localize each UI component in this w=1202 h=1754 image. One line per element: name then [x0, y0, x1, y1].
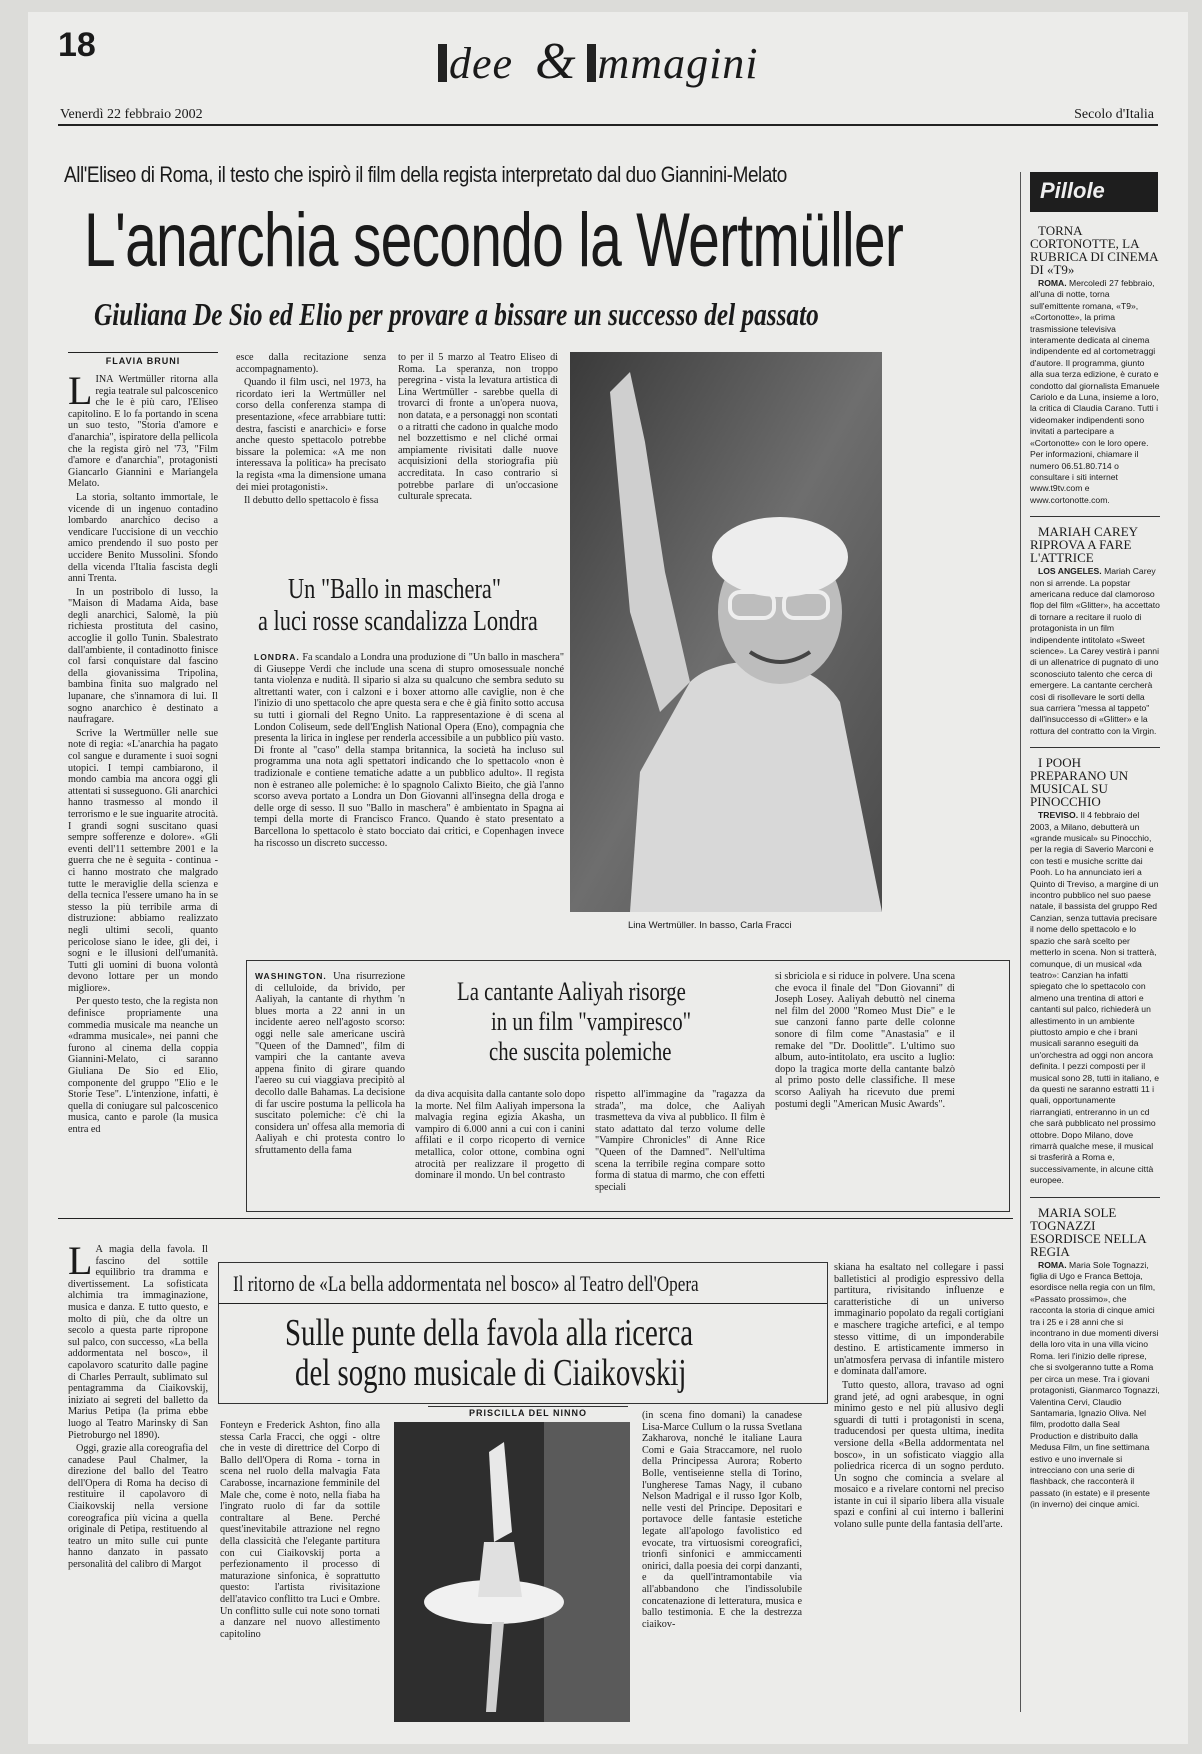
aaliyah-col-3	[595, 1089, 765, 1205]
pillole-rule-3	[1030, 1197, 1160, 1198]
pillola-body-4: Maria Sole Tognazzi, figlia di Ugo e Franca Bettoja, esordisce nella regia con un film, «Passato prossimo», che racconta la storia di cinque amici tra i 25 e i 28 anni che si incontrano in due momenti diversi della loro vita in una villa vicino Roma. Ieri l'inizio delle riprese, che si svolgeranno tutte a Roma per circa un mese. Tra i giovani protagonisti, Gianmarco Tognazzi, Valentina Cervi, Claudio Santamaria, Ignazio Oliva. Nel film, prodotto dalla Seal Production e distribuito dalla Medusa Film, un fine settimana estivo e uno invernale si intrecciano con una serie di flashback, che racconterà il passato (in estate) e il presente (in inverno) dei cinque amici.	[1030, 1259, 1160, 1510]
ballet-text-1: A magia della favola. Il fascino del sottile equilibrio tra dramma e divertissement. La sofisticata alchimia tra immaginazione, musica e danza. E tutto questo, e molto di più, che da oltre un secolo a questa parte ripropone sul palco, con successo, «La bella addormentata nel bosco», il capolavoro scaturito dalle pagine di Charles Perrault, sublimato sul pentagramma da Ciaikovskij, iniziato ai segreti del balletto da Marius Petipa (la prima ebbe luogo al Teatro Marinsky di San Pietroburgo nel 1890).	[68, 1244, 208, 1441]
ballo-body	[254, 652, 564, 938]
pillola-body-1: Mercoledì 27 febbraio, all'una di notte, torna sull'emittente romana, «T9», «Cortonotte», la prima trasmissione televisiva interamente dedicata al cinema indipendente ed al cortometraggi d'autore. Il programma, giunto alla sua terza edizione, è curato e condotto dal giornalista Emanuele Cariolo e da Luna, insieme a loro, la critica di Claudia Carano. Tutti i videomaker indipendenti sono invitati a partecipare a «Cortonotte» con le loro opere. Per informazioni, chiamare il numero 06.51.80.714 o consultare i siti internet www.t9tv.com e www.cortonotte.com.	[1030, 278, 1160, 505]
aaliyah-text-1: Una risurrezione di celluloide, da brivido, per Aaliyah, la cantante di rhythm 'n blues morta a 22 anni in un incidente aereo nell'agosto scorso: oggi nelle sale americane uscirà "Queen of the Damned", film di vampiri che la cantante aveva appena finito di girare quando l'aereo su cui viaggiava precipitò al decollo dalle Bahamas. La decisione di far uscire postuma la pellicola ha suscitato polemiche: c'è chi la considera un' offesa alla memoria di Aaliyah e chi protesta contro lo sfruttamento della fama	[255, 971, 405, 1156]
main-headline: L'anarchia secondo la Wertmüller	[84, 198, 904, 283]
ballet-text-4: skiana ha esaltato nel collegare i passi balletistici al prodigio espressivo della partitura, rivisitando influenze e caratteristiche di un universo immaginario popolato da regali cortigiani e maschere tragiche artefici, e al tempo stesso vittime, di un imponderabile destino. E artisticamente immerso in un'atmosfera pervasa di infantile mistero e dominata dall'amore.	[834, 1262, 1004, 1378]
main-col1-p1: INA Wertmüller ritorna alla regia teatrale sul palcoscenico che le è più caro, l'Eliseo capitolino. E lo fa portando in scena un suo testo, "Storia d'amore e d'anarchia", ispiratore della pellicola che la regista girò nel '73, "Film d'amore e d'anarchia", protagonisti Giancarlo Giannini e Mariangela Melato.	[68, 374, 218, 490]
ballo-article-box	[246, 552, 564, 940]
ballet-kicker-rule	[219, 1303, 827, 1304]
pillole-column	[1030, 224, 1160, 1724]
pillole-rule-2	[1030, 747, 1160, 748]
aaliyah-headline-2: in un film "vampiresco"	[491, 1007, 692, 1036]
section-ampersand: &	[535, 33, 577, 90]
main-col2-p1: esce dalla recitazione senza accompagnamento).	[236, 352, 386, 375]
ballet-headline-2: del sogno musicale di Ciaikovskij	[295, 1352, 687, 1394]
header-rule	[58, 124, 1158, 126]
main-col2-p2: Quando il film uscì, nel 1973, ha ricordato ieri la Wertmüller nel corso della conferenza stampa di presentazione, «fece arrabbiare tutti: destra, fascisti e anarchici» e forse anche questo spettacolo potrebbe bissare la polemica: «A me non interessava la politica» ha precisato la regista «ma la dimensione umana dei miei protagonisti».	[236, 377, 386, 493]
main-col-2	[236, 352, 386, 542]
aaliyah-headline-1: La cantante Aaliyah risorge	[457, 977, 686, 1006]
ballet-headline-box	[218, 1262, 828, 1404]
aaliyah-text-3: rispetto all'immagine da "ragazza da strada", ma dolce, che Aaliyah trasmetteva da viva al pubblico. Il film è stato adattato dal terzo volume delle "Vampire Chronicles" di Anne Rice "Queen of the Damned". Nell'ultima scena la terribile regina compare sotto forma di statua di marmo, che con effetti speciali	[595, 1089, 765, 1193]
ballet-top-rule	[58, 1218, 1013, 1219]
pillole-header	[1030, 172, 1158, 212]
aaliyah-col-4	[775, 971, 955, 1205]
pillola-dateline-1: ROMA.	[1038, 278, 1067, 288]
ballet-kicker: Il ritorno de «La bella addormentata nel bosco» al Teatro dell'Opera	[233, 1271, 699, 1296]
ballet-col-4	[834, 1262, 1004, 1724]
photo-carla-fracci	[394, 1422, 630, 1722]
newspaper-page	[28, 12, 1188, 1744]
pillola-headline-3: I POOH PREPARANO UN MUSICAL SU PINOCCHIO	[1030, 755, 1129, 810]
ballet-text-4b: Tutto questo, allora, travaso ad ogni grand jeté, ad ogni arabesque, in ogni minimo gesto e nel più allusivo degli sguardi di tutti i protagonisti in scena, traducendosi per questa ultima, inedita versione della «Bella addormentata nel bosco», in un sofisticato viaggio alla poliedrica ricerca di un sogno perduto. Un sogno che comincia a svelare al mosaico e a rivelare contorni nel preciso istante in cui il sipario libera alla visuale spazi e confini al cui interno i ballerini volano sulle punte della fantasia dell'arte.	[834, 1379, 1004, 1531]
ballo-headline-2: a luci rosse scandalizza Londra	[258, 606, 538, 637]
pillola-dateline-3: TREVISO.	[1038, 810, 1079, 821]
aaliyah-dateline: WASHINGTON.	[255, 971, 327, 981]
main-author: FLAVIA BRUNI	[105, 356, 181, 366]
main-col1-p4: Scrive la Wertmüller nelle sue note di regia: «L'anarchia ha pagato col sangue e duramente i suoi sogni utopici. I tempi cambiarono, il mondo cambia ma ancora oggi gli attentati si susseguono. Gli anarchici hanno trasmesso al mondo il terrorismo e le sue inguarite atrocità. I grandi sogni suscitano quasi sempre sofferenze e dolore». «Gli eventi dell'11 settembre 2001 e la guerra che ne è seguita - continua - ci hanno mostrato che malgrado tutte le meraviglie della scienza e della tecnica l'essere umano ha in se stesso la più terribile arma di distruzione: abbiamo realizzato negli ultimi secoli, quanto pericolose siano le idee, gli dei, i sogni e le illusioni dell'umanità. Tutti gli uomini di buona volontà devono lottare per un mondo migliore».	[68, 727, 218, 994]
section-bar-i	[438, 44, 447, 82]
pillola-item-1	[1030, 224, 1160, 506]
header-date: Venerdì 22 febbraio 2002	[60, 107, 203, 122]
aaliyah-article-box	[246, 960, 1010, 1212]
pillola-dateline-4: ROMA.	[1038, 1259, 1067, 1270]
pillola-body-2: Mariah Carey non si arrende. La popstar americana reduce dal clamoroso flop del film «Glitter», ha accettato di tornare a recitare il ruolo di protagonista in un film indipendente intitolato «Sweet science». La Carey vestirà i panni di un allenatrice di pugnato di uno sconosciuto talento che cerca di emergere. La cantante cercherà così di risollevare le sorti della sua carriera "messa al tappeto" dall'insuccesso di «Glitter» e la rottura del contratto con la Virgin.	[1030, 566, 1160, 736]
pillola-body-3: Il 4 febbraio del 2003, a Milano, debutterà un «grande musical» su Pinocchio, per la regia di Saverio Marconi e con testi e musiche scritte dai Pooh. Lo ha annunciato ieri a Quinto di Treviso, a margine di un incontro pubblico nel suo paese natale, il bassista del gruppo Red Canzian, senza tuttavia precisare il nome dello spettacolo e lo spazio che sarà scelto per metterlo in scena. Non si tratterà, comunque, di un musical «da teatro»: Canzian ha infatti spiegato che lo spettacolo con almeno una trentina di attori e cantanti sul palco, richiederà un allestimento in un ambiente piuttosto ampio e che i brani musicali saranno eseguiti da un'orchestra ad oggi non ancora definita. I pezzi composti per il musical sono 28, tutti in italiano, e da questi ne saranno estratti 11 i quali, opportunamente riarrangiati, entreranno in un cd che sarà pubblicato nel prossimo ottobre. Dopo Milano, dove rimarrà qualche mese, il musical si trasferirà a Roma e, successivamente, in alcune città europee.	[1030, 810, 1159, 1186]
pillole-title: Pillole	[1040, 178, 1105, 203]
photo-main-caption: Lina Wertmüller. In basso, Carla Fracci	[628, 920, 792, 931]
byline-rule	[68, 352, 218, 353]
photo-illustration	[570, 352, 882, 912]
ballet-col-1	[68, 1244, 208, 1724]
photo-lina-wertmuller	[570, 352, 882, 912]
ballo-dateline: LONDRA.	[254, 652, 300, 662]
section-title-part2: mmagini	[597, 39, 759, 88]
main-col1-p3: In un postribolo di lusso, la "Maison di Madama Aida, base degli anarchici, Salomè, la più richiesta prostituta del casino, accoglie il gollo Tunin. Sbalestrato dall'ambiente, il contadinotto finisce col farsi conquistare dal fascino della giovanissima Tripolina, bambina finita suo malgrado nel lupanare, che s'innamora di lui. Il sogno anarchico è destinato a naufragare.	[68, 586, 218, 726]
ballet-photo-illustration	[394, 1422, 630, 1722]
pillole-rule-1	[1030, 516, 1160, 517]
ballet-dropcap-L: L	[68, 1244, 93, 1283]
main-col-1	[68, 374, 218, 1192]
ballet-text-2: Fonteyn e Frederick Ashton, fino alla stessa Carla Fracci, che oggi - oltre che in veste di direttrice del Corpo di Ballo dell'Opera di Roma - torna in scena nel ruolo della malvagia Fata Carabosse, incarnazione femminile del Male che, come è noto, nella fiaba ha l'ingrato ruolo di far da sottile contraltare al Bene. Perché quest'inevitabile attrazione nel regno della classicità che l'elegante partitura con cui Ciaikovskij porta a perfezionamento il processo di maturazione sinfonica, è soprattutto questo: l'artista rivisitazione dell'atavico conflitto tra Luci e Ombre. Un conflitto sulle cui note sono tornati a danzare nel nuovo allestimento capitolino	[220, 1420, 380, 1640]
page-number: 18	[58, 26, 96, 64]
main-col-3	[398, 352, 558, 542]
main-col2-p3: Il debutto dello spettacolo è fissa	[244, 495, 379, 507]
ballet-headline-1: Sulle punte della favola alla ricerca	[285, 1312, 694, 1354]
pillola-headline-2: MARIAH CAREY RIPROVA A FARE L'ATTRICE	[1030, 524, 1138, 566]
dropcap-L: L	[68, 374, 93, 413]
aaliyah-col-2	[415, 1089, 585, 1205]
pillola-dateline-2: LOS ANGELES.	[1038, 566, 1102, 577]
ballet-text-3: (in scena fino domani) la canadese Lisa-Marce Cullum o la russa Svetlana Zakharova, nonché le italiane Laura Comi e Gaia Straccamore, nel ruolo della Principessa Aurora; Roberto Bolle, ventiseienne stella di Torino, l'ungherese Tamas Nagy, il cubano Nelson Madrigal e il russo Igor Kolb, nelle vesti del Principe. Depositari e portavoce delle fantasie estetiche legate all'apologo favolistico ed evocate, tra virtuosismi coreografici, trionfi sinfonici e ammiccamenti onirici, dalla poesia dei corpi danzanti, e da quell'intramontabile via all'abbandono che l'indissolubile concatenazione di letteratura, musica e ballo testimonia. E che la destrezza ciaikov-	[642, 1410, 802, 1630]
aaliyah-text-4: si sbriciola e si riduce in polvere. Una scena che evoca il finale del "Don Giovanni" di Joseph Losey. Aaliyah debuttò nel cinema nel film del 2000 "Romeo Must Die" e le sue canzoni fanno parte delle colonne sonore di film come "Anastasia" e il remake del "Dr. Doolittle". L'ultimo suo album, auto-intitolato, era uscito a luglio: dopo la tragica morte della cantante balzò al primo posto delle classifiche. Il mese scorso Aaliyah ha ricevuto due premi postumi degli "American Music Awards".	[775, 971, 955, 1110]
pillola-headline-1: TORNA CORTONOTTE, LA RUBRICA DI CINEMA DI «T9»	[1030, 224, 1158, 277]
ballet-col-3	[642, 1410, 802, 1724]
main-col1-p5: Per questo testo, che la regista non definisce propriamente una commedia musicale ma neanche un «dramma musicale», nei panni che furono al cinema della coppia Giannini-Melato, ci saranno Giuliana De Sio ed Elio, componente del gruppo "Elio e le Storie Tese". L'intenzione, infatti, è quella di coniugare sul palcoscenico musica, canto e parole (la musica entra ed	[68, 996, 218, 1135]
pillola-item-3	[1030, 756, 1160, 1186]
aaliyah-headline-3: che suscita polemiche	[489, 1037, 672, 1066]
section-title	[438, 32, 759, 91]
ballet-col-2	[220, 1420, 380, 1724]
ballo-headline-1: Un "Ballo in maschera"	[288, 574, 501, 605]
aaliyah-col-1	[255, 971, 405, 1205]
section-bar-i2	[587, 44, 596, 82]
ballet-author: PRISCILLA DEL NINNO	[428, 1406, 628, 1418]
section-title-part1: dee	[449, 39, 514, 88]
sidebar-divider	[1020, 172, 1021, 1712]
main-subheadline: Giuliana De Sio ed Elio per provare a bissare un successo del passato	[94, 296, 819, 332]
main-kicker: All'Eliseo di Roma, il testo che ispirò il film della regista interpretato dal duo Giannini-Melato	[64, 162, 787, 187]
pillola-item-4	[1030, 1206, 1160, 1511]
pillola-headline-4: MARIA SOLE TOGNAZZI ESORDISCE NELLA REGIA	[1030, 1204, 1146, 1259]
ballet-text-1b: Oggi, grazie alla coreografia del canadese Paul Chalmer, la direzione del ballo del Teatro dell'Opera di Roma ha deciso di restituire il capolavoro di Ciaikovskij nella versione coreografica più vicina a quella originale di Petipa, restituendo al teatro un mito sulle cui punte hanno danzato in passato personalità del calibro di Margot	[68, 1443, 208, 1571]
ballo-text: Fa scandalo a Londra una produzione di "Un ballo in maschera" di Giuseppe Verdi che include una scena di stupro omosessuale nonché tanta violenza e nudità. Il sipario si alza su qualcuno che sembra seduto su altrettanti water, con i calzoni e i boxer attorno alle caviglie, non è che l'inizio di uno spettacolo che apre questa sera e che è già finito sotto accusa su tutti i giornali del Regno Unito. La rappresentazione è di scena al London Coliseum, sede dell'English National Opera (Eno), compagnia che presenta la lirica in inglese per renderla accessibile a un pubblico più vasto. Di fronte al "caso" della stampa britannica, la società ha incluso sul programma una nota agli spettatori indicando che lo spettacolo «non è tradizionale e contiene tematiche adatte a un pubblico adulto». Il regista non è estraneo alle polemiche: è lo spagnolo Calixto Bieito, che già l'anno scorso aveva portato a Londra un Don Giovanni all'insegna della droga e delle orge di sesso. Il suo "Ballo in maschera" è ambientato in Spagna ai tempi della morte di Francisco Franco. Quando è stato presentato a Barcellona lo spettacolo è stato bocciato dai critici, e Copenhagen invece ha riscosso un discreto successo.	[254, 652, 564, 849]
main-col3-p1: to per il 5 marzo al Teatro Eliseo di Roma. La speranza, non troppo peregrina - vista la levatura artistica di Lina Wertmüller - sarebbe quella di trovarci di fronte a un'opera nuova, non datata, e a personaggi non scontati o a ritratti che cadono in qualche modo nel bozzettismo e nel cliché ormai ampiamente rivisitati dalle nuove acquisizioni della storiografia più accreditata. In caso contrario si potrebbe parlare di un'occasione culturale sprecata.	[398, 352, 558, 503]
main-col1-p2: La storia, soltanto immortale, le vicende di un ingenuo contadino lombardo anarchico deciso a vendicare l'uccisione di un vecchio amico prendendo il suo posto per uccidere Benito Mussolini. Sfondo della vicenda l'Italia fascista degli anni Trenta.	[68, 491, 218, 585]
pillola-item-2	[1030, 525, 1160, 737]
header-newspaper: Secolo d'Italia	[1074, 107, 1154, 122]
aaliyah-text-2: da diva acquisita dalla cantante solo dopo la morte. Nel film Aaliyah impersona la malvagia regina egizia Akasha, un vampiro di 6.000 anni a cui con i canini affilati e il corpo ricoperto di vernice metallica, color ottone, combina ogni atrocità per realizzare il progetto di dominare il mondo. Un bel contrasto	[415, 1089, 585, 1182]
